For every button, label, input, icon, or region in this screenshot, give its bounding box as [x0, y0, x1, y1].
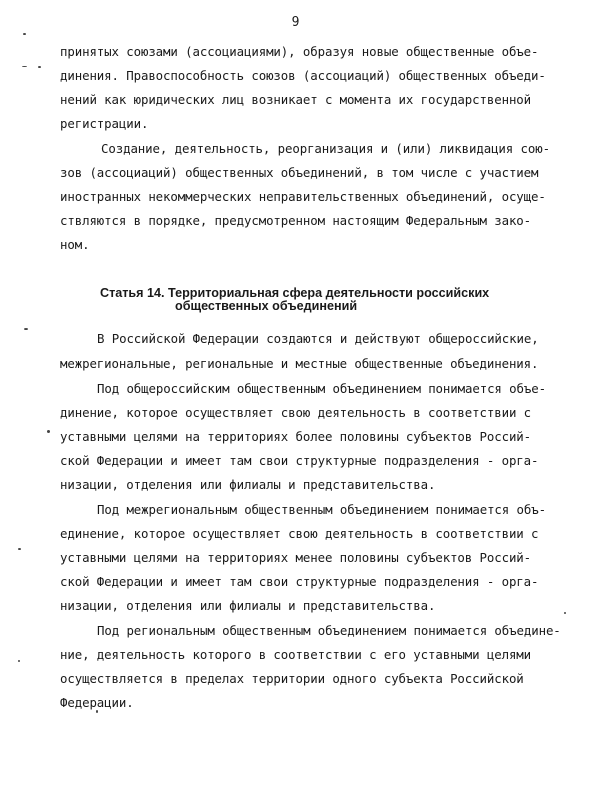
- paragraph-1-line-2: динения. Правоспособность союзов (ассоциаций) общественных объеди-: [60, 68, 546, 83]
- scan-speck: [47, 430, 50, 433]
- article-paragraph-1-line-2: межрегиональные, региональные и местные общественные объединения.: [60, 356, 539, 371]
- article-heading-line-2: общественных объединений: [175, 299, 358, 313]
- article-paragraph-2-line-4: ской Федерации и имеет там свои структурные подразделения - орга-: [60, 453, 539, 468]
- article-paragraph-4-line-1: Под региональным общественным объединением понимается объедине-: [97, 623, 561, 638]
- scan-speck: [18, 660, 20, 662]
- scan-speck: [22, 66, 27, 67]
- article-paragraph-4-line-4: Федерации.: [60, 695, 134, 710]
- article-paragraph-3-line-5: низации, отделения или филиалы и представительства.: [60, 598, 436, 613]
- scan-speck: [24, 328, 28, 330]
- article-paragraph-4-line-3: осуществляется в пределах территории одного субъекта Российской: [60, 671, 524, 686]
- article-paragraph-3-line-4: ской Федерации и имеет там свои структурные подразделения - орга-: [60, 574, 539, 589]
- scan-speck: [23, 33, 26, 35]
- article-paragraph-4-line-2: ние, деятельность которого в соответствии с его уставными целями: [60, 647, 532, 662]
- paragraph-2-line-2: зов (ассоциаций) общественных объединений, в том числе с участием: [60, 165, 539, 180]
- article-paragraph-3-line-1: Под межрегиональным общественным объединением понимается объ-: [97, 502, 546, 517]
- page-number: 9: [291, 15, 300, 30]
- article-paragraph-3-line-2: единение, которое осуществляет свою деятельность в соответствии с: [60, 526, 539, 541]
- scan-speck: [38, 66, 41, 68]
- paragraph-1-line-4: регистрации.: [60, 116, 149, 131]
- scan-speck: [564, 612, 566, 614]
- scan-speck: [96, 710, 98, 713]
- article-paragraph-1-line-1: В Российской Федерации создаются и действуют общероссийские,: [97, 331, 539, 346]
- article-heading-line-1: Статья 14. Территориальная сфера деятельности российских: [100, 286, 490, 300]
- paragraph-2-line-5: ном.: [60, 237, 90, 252]
- paragraph-1-line-3: нений как юридических лиц возникает с момента их государственной: [60, 92, 532, 107]
- paragraph-1-line-1: принятых союзами (ассоциациями), образуя новые общественные объе-: [60, 44, 539, 59]
- article-paragraph-2-line-2: динение, которое осуществляет свою деятельность в соответствии с: [60, 405, 532, 420]
- paragraph-2-line-3: иностранных некоммерческих неправительственных объединений, осуще-: [60, 189, 546, 204]
- paragraph-2-line-4: ствляются в порядке, предусмотренном настоящим Федеральным зако-: [60, 213, 532, 228]
- scan-speck: [18, 548, 21, 550]
- article-paragraph-2-line-1: Под общероссийским общественным объединением понимается объе-: [97, 381, 546, 396]
- article-paragraph-2-line-3: уставными целями на территориях более половины субъектов Россий-: [60, 429, 532, 444]
- paragraph-2-line-1: Создание, деятельность, реорганизация и (или) ликвидация сою-: [101, 141, 550, 156]
- article-paragraph-2-line-5: низации, отделения или филиалы и представительства.: [60, 477, 436, 492]
- article-paragraph-3-line-3: уставными целями на территориях менее половины субъектов Россий-: [60, 550, 532, 565]
